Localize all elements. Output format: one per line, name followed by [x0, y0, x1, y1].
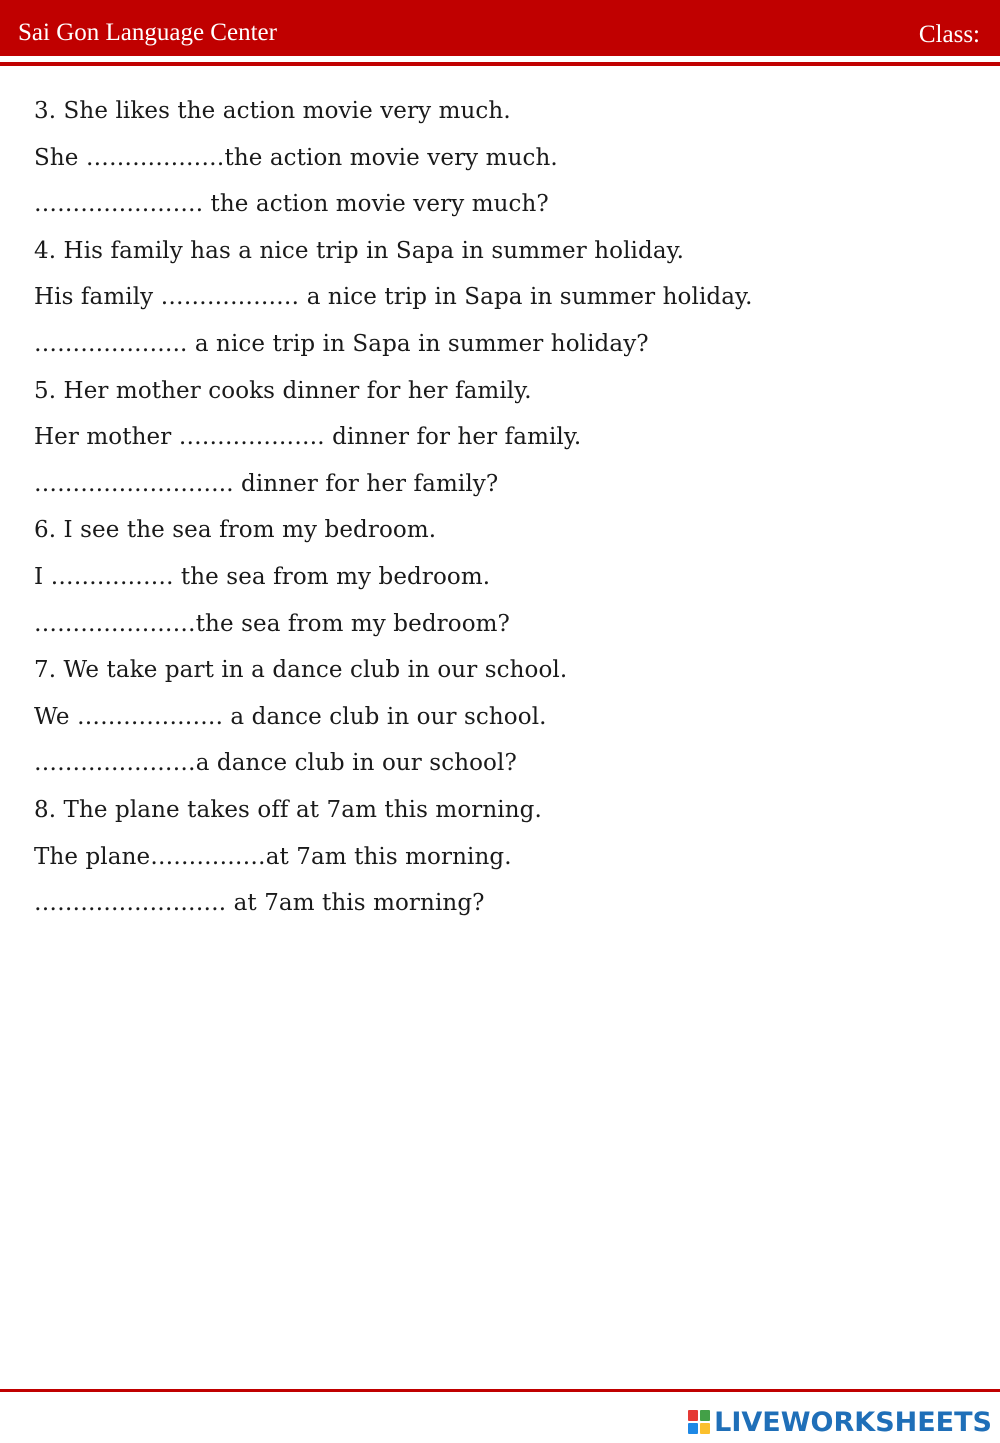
center-name: Sai Gon Language Center: [18, 19, 277, 46]
logo-square-3: [688, 1423, 698, 1434]
question-4: 4. His family has a nice trip in Sapa in summer holiday.: [34, 237, 685, 264]
question-3-interrogative: …………………. the action movie very much?: [34, 191, 549, 218]
question-5: 5. Her mother cooks dinner for her family.: [34, 377, 532, 404]
logo-square-2: [700, 1410, 710, 1421]
question-6-interrogative: …………………the sea from my bedroom?: [34, 610, 510, 637]
question-4-negative: His family ……………… a nice trip in Sapa in summer holiday.: [34, 284, 753, 311]
logo-text: LIVEWORKSHEETS: [714, 1406, 992, 1438]
question-4-interrogative: ……………….. a nice trip in Sapa in summer holiday?: [34, 330, 649, 357]
question-7-interrogative: …………………a dance club in our school?: [34, 750, 517, 777]
question-5-interrogative: …………………….. dinner for her family?: [34, 470, 499, 497]
question-6: 6. I see the sea from my bedroom.: [34, 517, 437, 544]
header-divider: [0, 62, 1000, 66]
liveworksheets-logo-icon: [688, 1410, 710, 1434]
liveworksheets-logo: [688, 1405, 992, 1439]
question-5-negative: Her mother ………………. dinner for her family.: [34, 424, 582, 451]
footer-divider: [0, 1389, 1000, 1392]
question-6-negative: I ……………. the sea from my bedroom.: [34, 563, 491, 590]
question-8-interrogative: ……………………. at 7am this morning?: [34, 890, 485, 917]
logo-square-1: [688, 1410, 698, 1421]
exercise-content: [34, 93, 974, 932]
question-3-negative: She ………………the action movie very much.: [34, 144, 558, 171]
question-8-negative: The plane……………at 7am this morning.: [34, 843, 512, 870]
question-3: 3. She likes the action movie very much.: [34, 98, 511, 124]
header-bar: [0, 0, 1000, 56]
class-label: Class:: [918, 21, 980, 48]
question-8: 8. The plane takes off at 7am this morning.: [34, 796, 542, 823]
logo-square-4: [700, 1423, 710, 1434]
question-7-negative: We ………………. a dance club in our school.: [34, 703, 547, 730]
question-7: 7. We take part in a dance club in our school.: [34, 657, 568, 684]
